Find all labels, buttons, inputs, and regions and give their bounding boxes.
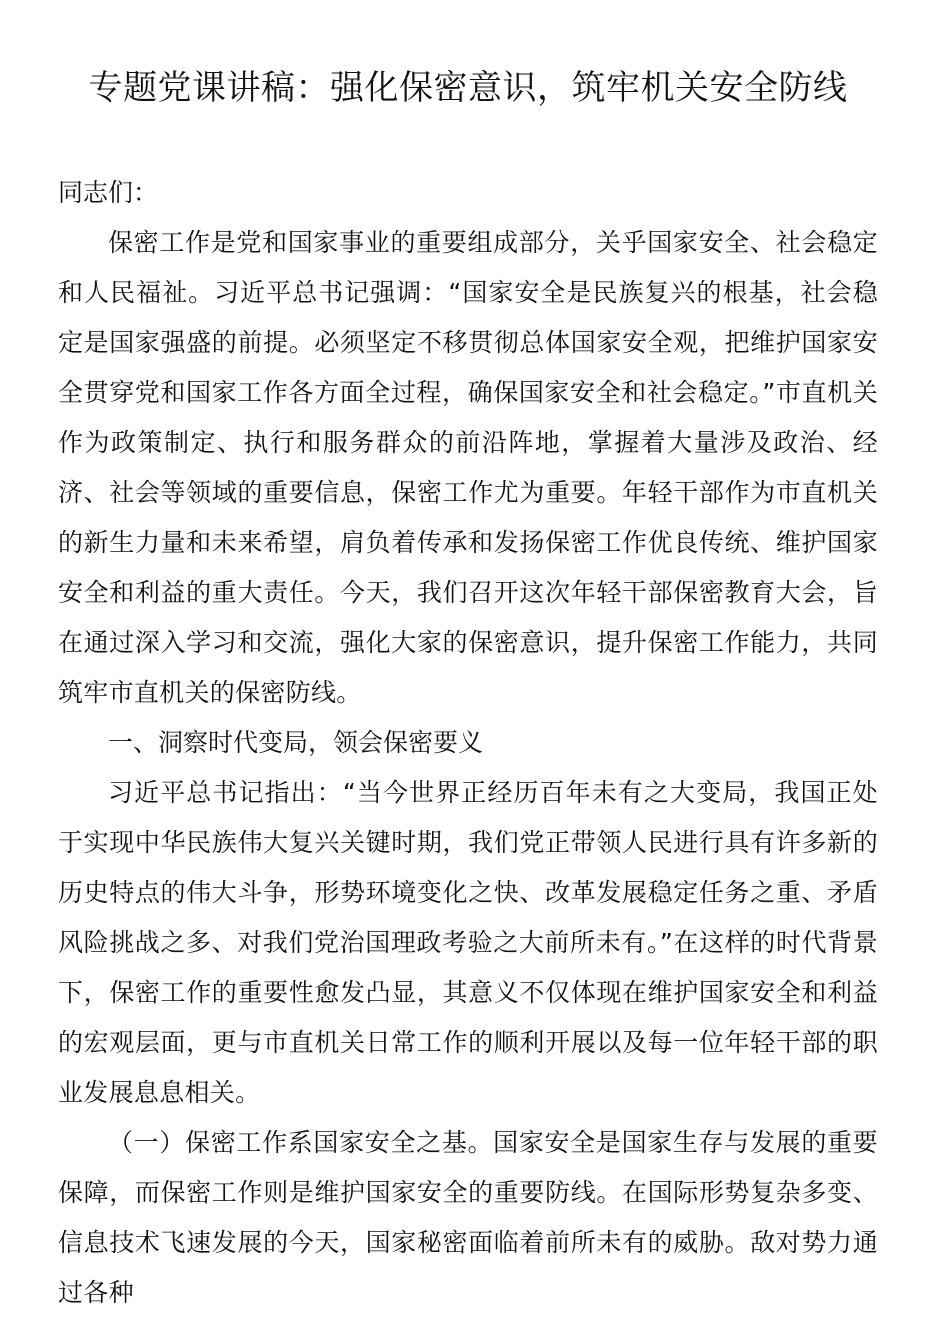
document-title: 专题党课讲稿：强化保密意识，筑牢机关安全防线 [88, 68, 848, 108]
paragraph-subsection-1: （一）保密工作系国家安全之基。国家安全是国家生存与发展的重要保障，而保密工作则是维护国家安全的重要防线。在国际形势复杂多变、信息技术飞速发展的今天，国家秘密面临着前所未有的威胁。敌对势力通过各种 [58, 1128, 878, 1307]
salutation: 同志们： [58, 178, 159, 207]
paragraph-section-1: 习近平总书记指出：“当今世界正经历百年未有之大变局，我国正处于实现中华民族伟大复兴关键时期，我们党正带领人民进行具有许多新的历史特点的伟大斗争，形势环境变化之快、改革发展稳定任务之重、矛盾风险挑战之多、对我们党治国理政考验之大前所未有。”在这样的时代背景下，保密工作的重要性愈发凸显，其意义不仅体现在维护国家安全和利益的宏观层面，更与市直机关日常工作的顺利开展以及每一位年轻干部的职业发展息息相关。 [58, 778, 878, 1107]
section-heading-1: 一、洞察时代变局，领会保密要义 [108, 728, 484, 757]
paragraph-intro: 保密工作是党和国家事业的重要组成部分，关乎国家安全、社会稳定和人民福祉。习近平总书记强调：“国家安全是民族复兴的根基，社会稳定是国家强盛的前提。必须坚定不移贯彻总体国家安全观，把维护国家安全贯穿党和国家工作各方面全过程，确保国家安全和社会稳定。”市直机关作为政策制定、执行和服务群众的前沿阵地，掌握着大量涉及政治、经济、社会等领域的重要信息，保密工作尤为重要。年轻干部作为市直机关的新生力量和未来希望，肩负着传承和发扬保密工作优良传统、维护国家安全和利益的重大责任。今天，我们召开这次年轻干部保密教育大会，旨在通过深入学习和交流，强化大家的保密意识，提升保密工作能力，共同筑牢市直机关的保密防线。 [58, 228, 878, 707]
